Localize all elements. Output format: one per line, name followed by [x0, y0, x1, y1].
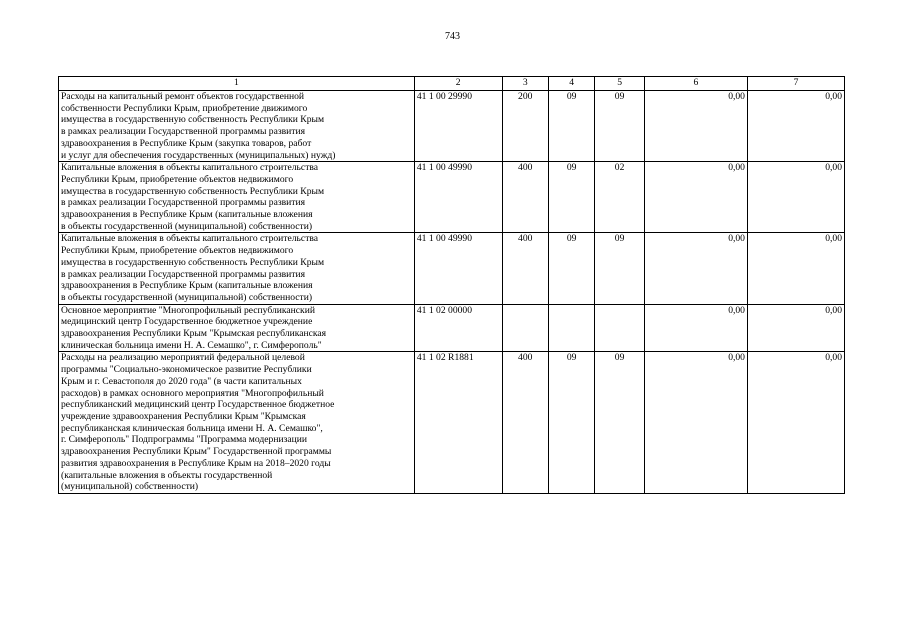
description-line: Основное мероприятие "Многопрофильный республиканский	[61, 304, 315, 316]
description-line: Республики Крым, приобретение объектов недвижимого	[61, 245, 294, 257]
row-amount-6: 0,00	[644, 91, 747, 162]
table-row	[59, 233, 845, 304]
description-line: Крым и г. Севастополя до 2020 года" (в части капитальных	[61, 375, 302, 387]
row-subsection: 02	[595, 162, 645, 233]
row-expense-type: 400	[502, 162, 548, 233]
row-amount-7: 0,00	[747, 352, 844, 493]
description-line: здравоохранения Республики Крым "Крымская республиканская	[61, 328, 327, 340]
row-amount-6: 0,00	[644, 233, 747, 304]
row-section: 09	[548, 162, 594, 233]
description-line: медицинский центр Государственное бюджетное учреждение	[61, 316, 313, 328]
col-header-3: 3	[502, 77, 548, 91]
description-line: программы "Социально-экономическое развитие Республики	[61, 364, 312, 376]
col-header-6: 6	[644, 77, 747, 91]
page-number: 743	[445, 31, 460, 42]
row-expense-type: 200	[502, 91, 548, 162]
description-line: в рамках реализации Государственной программы развития	[61, 126, 306, 138]
description-line: здравоохранения Республики Крым" Государственной программы	[61, 446, 332, 458]
col-header-7: 7	[747, 77, 844, 91]
col-header-1: 1	[59, 77, 415, 91]
description-line: в рамках реализации Государственной программы развития	[61, 197, 306, 209]
description-line: развития здравоохранения в Республике Крым на 2018–2020 годы	[61, 457, 331, 469]
table-row	[59, 304, 845, 352]
row-amount-7: 0,00	[747, 233, 844, 304]
description-line: имущества в государственную собственность Республики Крым	[61, 256, 325, 268]
row-description	[59, 233, 415, 304]
col-header-5: 5	[595, 77, 645, 91]
header-row	[59, 77, 845, 91]
row-description	[59, 304, 415, 352]
row-amount-7: 0,00	[747, 91, 844, 162]
row-code: 41 1 00 49990	[414, 233, 502, 304]
description-line: учреждение здравоохранения Республики Крым "Крымская	[61, 410, 306, 422]
row-section: 09	[548, 352, 594, 493]
row-subsection: 09	[595, 91, 645, 162]
description-line: и услуг для обеспечения государственных (муниципальных) нужд)	[61, 149, 336, 161]
row-subsection	[595, 304, 645, 352]
row-expense-type: 400	[502, 352, 548, 493]
description-line: расходов) в рамках основного мероприятия "Многопрофильный	[61, 387, 324, 399]
description-line: имущества в государственную собственность Республики Крым	[61, 114, 325, 126]
description-line: Расходы на реализацию мероприятий федеральной целевой	[61, 352, 305, 364]
description-line: (капитальные вложения в объекты государственной	[61, 469, 273, 481]
description-line: клиническая больница имени Н. А. Семашко", г. Симферополь"	[61, 339, 322, 351]
col-header-2: 2	[414, 77, 502, 91]
row-amount-6: 0,00	[644, 162, 747, 233]
description-line: имущества в государственную собственность Республики Крым	[61, 185, 325, 197]
row-section	[548, 304, 594, 352]
col-header-4: 4	[548, 77, 594, 91]
description-line: в объекты государственной (муниципальной) собственности)	[61, 220, 313, 232]
row-description	[59, 91, 415, 162]
budget-table	[58, 76, 845, 494]
description-line: Расходы на капитальный ремонт объектов государственной	[61, 91, 305, 102]
row-code: 41 1 00 29990	[414, 91, 502, 162]
description-line: в объекты государственной (муниципальной) собственности)	[61, 291, 313, 303]
row-subsection: 09	[595, 233, 645, 304]
row-expense-type: 400	[502, 233, 548, 304]
table-row	[59, 91, 845, 162]
description-line: Капитальные вложения в объекты капитального строительства	[61, 162, 319, 174]
description-line: г. Симферополь" Подпрограммы "Программа модернизации	[61, 434, 308, 446]
description-line: республиканская клиническая больница имени Н. А. Семашко",	[61, 422, 323, 434]
description-line: здравоохранения в Республике Крым (закупка товаров, работ	[61, 137, 312, 149]
description-line: Капитальные вложения в объекты капитального строительства	[61, 233, 319, 245]
description-line: в рамках реализации Государственной программы развития	[61, 268, 306, 280]
description-line: (муниципальной) собственности)	[61, 481, 199, 493]
row-code: 41 1 02 R1881	[414, 352, 502, 493]
row-code: 41 1 00 49990	[414, 162, 502, 233]
table-row	[59, 352, 845, 493]
row-amount-7: 0,00	[747, 304, 844, 352]
description-line: Республики Крым, приобретение объектов недвижимого	[61, 173, 294, 185]
row-section: 09	[548, 91, 594, 162]
row-code: 41 1 02 00000	[414, 304, 502, 352]
description-line: республиканский медицинский центр Государственное бюджетное	[61, 399, 335, 411]
description-line: здравоохранения в Республике Крым (капитальные вложения	[61, 209, 313, 221]
description-line: здравоохранения в Республике Крым (капитальные вложения	[61, 280, 313, 292]
row-expense-type	[502, 304, 548, 352]
row-section: 09	[548, 233, 594, 304]
row-description	[59, 162, 415, 233]
row-description	[59, 352, 415, 493]
row-amount-6: 0,00	[644, 352, 747, 493]
table-row	[59, 162, 845, 233]
row-subsection: 09	[595, 352, 645, 493]
description-line: собственности Республики Крым, приобретение движимого	[61, 102, 308, 114]
row-amount-6: 0,00	[644, 304, 747, 352]
row-amount-7: 0,00	[747, 162, 844, 233]
